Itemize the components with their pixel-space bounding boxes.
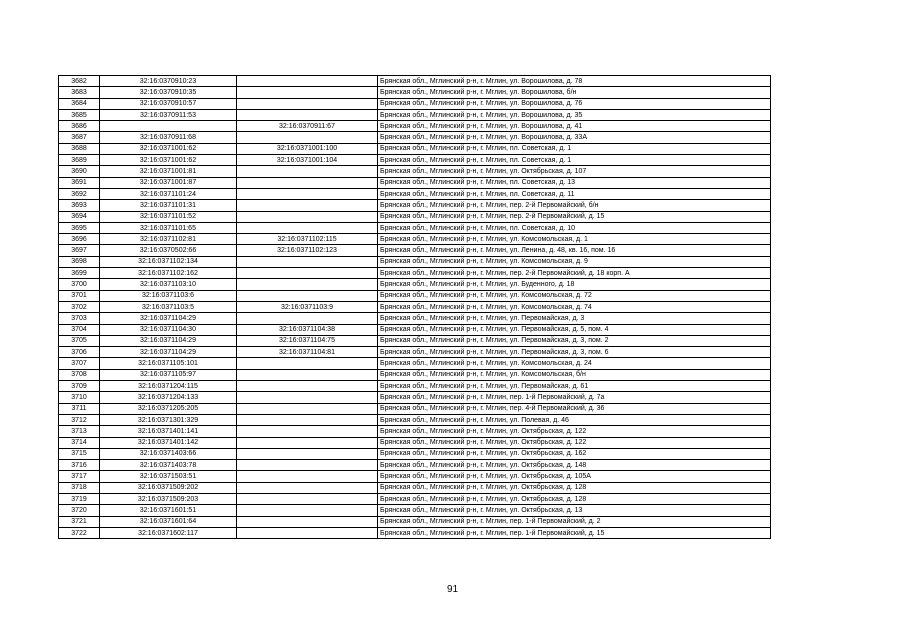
- row-number-cell: 3714: [59, 437, 100, 448]
- cadastral-number-cell: 32:16:0371001:87: [100, 177, 237, 188]
- object-cadastral-number-cell: [237, 132, 378, 143]
- object-cadastral-number-cell: 32:16:0370911:67: [237, 121, 378, 132]
- row-number-cell: 3716: [59, 460, 100, 471]
- row-number-cell: 3703: [59, 313, 100, 324]
- address-cell: Брянская обл., Мглинский р-н, г. Мглин, ул. Октябрьская, д. 128: [378, 493, 771, 504]
- row-number-cell: 3697: [59, 245, 100, 256]
- row-number-cell: 3688: [59, 143, 100, 154]
- table-row: [59, 369, 771, 380]
- table-row: [59, 347, 771, 358]
- address-cell: Брянская обл., Мглинский р-н, г. Мглин, пл. Советская, д. 13: [378, 177, 771, 188]
- address-cell: Брянская обл., Мглинский р-н, г. Мглин, ул. Октябрьская, д. 162: [378, 448, 771, 459]
- cadastral-number-cell: 32:16:0371104:30: [100, 324, 237, 335]
- object-cadastral-number-cell: [237, 381, 378, 392]
- object-cadastral-number-cell: [237, 369, 378, 380]
- table-row: [59, 324, 771, 335]
- row-number-cell: 3683: [59, 87, 100, 98]
- object-cadastral-number-cell: [237, 448, 378, 459]
- row-number-cell: 3698: [59, 256, 100, 267]
- page-number: 91: [446, 584, 459, 595]
- object-cadastral-number-cell: [237, 516, 378, 527]
- address-cell: Брянская обл., Мглинский р-н, г. Мглин, ул. Октябрьская, д. 13: [378, 505, 771, 516]
- row-number-cell: 3712: [59, 414, 100, 425]
- table-row: [59, 426, 771, 437]
- address-cell: Брянская обл., Мглинский р-н, г. Мглин, ул. Октябрьская, д. 148: [378, 460, 771, 471]
- row-number-cell: 3720: [59, 505, 100, 516]
- address-cell: Брянская обл., Мглинский р-н, г. Мглин, пл. Советская, д. 11: [378, 188, 771, 199]
- table-row: [59, 392, 771, 403]
- object-cadastral-number-cell: [237, 460, 378, 471]
- table-row: [59, 222, 771, 233]
- table-row: [59, 76, 771, 87]
- object-cadastral-number-cell: [237, 98, 378, 109]
- table-row: [59, 200, 771, 211]
- row-number-cell: 3690: [59, 166, 100, 177]
- row-number-cell: 3700: [59, 279, 100, 290]
- cadastral-number-cell: 32:16:0371101:65: [100, 222, 237, 233]
- table-row: [59, 527, 771, 538]
- address-cell: Брянская обл., Мглинский р-н, г. Мглин, ул. Комсомольская, б/н: [378, 369, 771, 380]
- row-number-cell: 3721: [59, 516, 100, 527]
- cadastral-number-cell: 32:16:0371601:64: [100, 516, 237, 527]
- address-cell: Брянская обл., Мглинский р-н, г. Мглин, ул. Ворошилова, д. 35: [378, 109, 771, 120]
- table-row: [59, 505, 771, 516]
- table-row: [59, 245, 771, 256]
- row-number-cell: 3682: [59, 76, 100, 87]
- address-cell: Брянская обл., Мглинский р-н, г. Мглин, ул. Полевая, д. 46: [378, 414, 771, 425]
- cadastral-number-cell: 32:16:0371403:78: [100, 460, 237, 471]
- object-cadastral-number-cell: [237, 222, 378, 233]
- address-cell: Брянская обл., Мглинский р-н, г. Мглин, пер. 2-й Первомайский, д. 15: [378, 211, 771, 222]
- table-row: [59, 279, 771, 290]
- cadastral-number-cell: 32:16:0371001:62: [100, 155, 237, 166]
- cadastral-number-cell: 32:16:0371103:5: [100, 301, 237, 312]
- object-cadastral-number-cell: [237, 188, 378, 199]
- object-cadastral-number-cell: 32:16:0371001:100: [237, 143, 378, 154]
- object-cadastral-number-cell: [237, 392, 378, 403]
- table-row: [59, 482, 771, 493]
- address-cell: Брянская обл., Мглинский р-н, г. Мглин, ул. Первомайская, д. 5, пом. 4: [378, 324, 771, 335]
- cadastral-number-cell: [100, 121, 237, 132]
- row-number-cell: 3686: [59, 121, 100, 132]
- cadastral-number-cell: 32:16:0370502:66: [100, 245, 237, 256]
- table-row: [59, 290, 771, 301]
- object-cadastral-number-cell: [237, 87, 378, 98]
- table-row: [59, 211, 771, 222]
- row-number-cell: 3705: [59, 335, 100, 346]
- row-number-cell: 3695: [59, 222, 100, 233]
- cadastral-number-cell: 32:16:0371102:81: [100, 234, 237, 245]
- cadastral-number-cell: 32:16:0371103:10: [100, 279, 237, 290]
- cadastral-number-cell: 32:16:0371401:142: [100, 437, 237, 448]
- address-cell: Брянская обл., Мглинский р-н, г. Мглин, пл. Советская, д. 10: [378, 222, 771, 233]
- object-cadastral-number-cell: [237, 426, 378, 437]
- row-number-cell: 3692: [59, 188, 100, 199]
- object-cadastral-number-cell: 32:16:0371102:115: [237, 234, 378, 245]
- object-cadastral-number-cell: [237, 279, 378, 290]
- table-row: [59, 177, 771, 188]
- object-cadastral-number-cell: [237, 200, 378, 211]
- cadastral-number-cell: 32:16:0371104:29: [100, 335, 237, 346]
- object-cadastral-number-cell: [237, 268, 378, 279]
- table-row: [59, 87, 771, 98]
- table-row: [59, 166, 771, 177]
- cadastral-number-cell: 32:16:0371102:162: [100, 268, 237, 279]
- address-cell: Брянская обл., Мглинский р-н, г. Мглин, ул. Комсомольская, д. 72: [378, 290, 771, 301]
- table-row: [59, 381, 771, 392]
- address-cell: Брянская обл., Мглинский р-н, г. Мглин, пл. Советская, д. 1: [378, 143, 771, 154]
- address-cell: Брянская обл., Мглинский р-н, г. Мглин, ул. Ленина, д. 48, кв. 16, пом. 16: [378, 245, 771, 256]
- address-cell: Брянская обл., Мглинский р-н, г. Мглин, ул. Ворошилова, б/н: [378, 87, 771, 98]
- cadastral-number-cell: 32:16:0371001:62: [100, 143, 237, 154]
- table-row: [59, 268, 771, 279]
- cadastral-number-cell: 32:16:0371204:133: [100, 392, 237, 403]
- address-cell: Брянская обл., Мглинский р-н, г. Мглин, ул. Первомайская, д. 61: [378, 381, 771, 392]
- cadastral-number-cell: 32:16:0371105:97: [100, 369, 237, 380]
- object-cadastral-number-cell: [237, 76, 378, 87]
- table-row: [59, 493, 771, 504]
- object-cadastral-number-cell: 32:16:0371103:9: [237, 301, 378, 312]
- object-cadastral-number-cell: [237, 437, 378, 448]
- row-number-cell: 3694: [59, 211, 100, 222]
- row-number-cell: 3715: [59, 448, 100, 459]
- row-number-cell: 3722: [59, 527, 100, 538]
- cadastral-number-cell: 32:16:0370911:53: [100, 109, 237, 120]
- object-cadastral-number-cell: 32:16:0371104:75: [237, 335, 378, 346]
- row-number-cell: 3713: [59, 426, 100, 437]
- cadastral-number-cell: 32:16:0370910:57: [100, 98, 237, 109]
- object-cadastral-number-cell: [237, 358, 378, 369]
- row-number-cell: 3701: [59, 290, 100, 301]
- table-row: [59, 358, 771, 369]
- row-number-cell: 3707: [59, 358, 100, 369]
- cadastral-number-cell: 32:16:0371205:205: [100, 403, 237, 414]
- table-row: [59, 109, 771, 120]
- table-row: [59, 448, 771, 459]
- row-number-cell: 3693: [59, 200, 100, 211]
- row-number-cell: 3717: [59, 471, 100, 482]
- cadastral-number-cell: 32:16:0371104:29: [100, 347, 237, 358]
- address-cell: Брянская обл., Мглинский р-н, г. Мглин, пер. 4-й Первомайский, д. 36: [378, 403, 771, 414]
- cadastral-number-cell: 32:16:0371602:117: [100, 527, 237, 538]
- cadastral-number-cell: 32:16:0371509:203: [100, 493, 237, 504]
- cadastral-number-cell: 32:16:0371103:6: [100, 290, 237, 301]
- address-cell: Брянская обл., Мглинский р-н, г. Мглин, ул. Октябрьская, д. 105А: [378, 471, 771, 482]
- cadastral-number-cell: 32:16:0371101:31: [100, 200, 237, 211]
- row-number-cell: 3702: [59, 301, 100, 312]
- address-cell: Брянская обл., Мглинский р-н, г. Мглин, ул. Комсомольская, д. 1: [378, 234, 771, 245]
- address-cell: Брянская обл., Мглинский р-н, г. Мглин, пер. 2-й Первомайский, д. 18 корп. А: [378, 268, 771, 279]
- table-row: [59, 403, 771, 414]
- registry-table: [58, 75, 771, 539]
- address-cell: Брянская обл., Мглинский р-н, г. Мглин, пл. Советская, д. 1: [378, 155, 771, 166]
- address-cell: Брянская обл., Мглинский р-н, г. Мглин, ул. Комсомольская, д. 74: [378, 301, 771, 312]
- table-row: [59, 516, 771, 527]
- cadastral-number-cell: 32:16:0370911:68: [100, 132, 237, 143]
- address-cell: Брянская обл., Мглинский р-н, г. Мглин, ул. Первомайская, д. 3: [378, 313, 771, 324]
- address-cell: Брянская обл., Мглинский р-н, г. Мглин, ул. Ворошилова, д. 76: [378, 98, 771, 109]
- row-number-cell: 3710: [59, 392, 100, 403]
- row-number-cell: 3709: [59, 381, 100, 392]
- table-row: [59, 132, 771, 143]
- cadastral-number-cell: 32:16:0371001:81: [100, 166, 237, 177]
- table-row: [59, 143, 771, 154]
- cadastral-number-cell: 32:16:0371403:66: [100, 448, 237, 459]
- address-cell: Брянская обл., Мглинский р-н, г. Мглин, ул. Ворошилова, д. 33А: [378, 132, 771, 143]
- table-row: [59, 188, 771, 199]
- object-cadastral-number-cell: [237, 527, 378, 538]
- address-cell: Брянская обл., Мглинский р-н, г. Мглин, ул. Ворошилова, д. 78: [378, 76, 771, 87]
- row-number-cell: 3685: [59, 109, 100, 120]
- address-cell: Брянская обл., Мглинский р-н, г. Мглин, ул. Ворошилова, д. 41: [378, 121, 771, 132]
- table-row: [59, 460, 771, 471]
- address-cell: Брянская обл., Мглинский р-н, г. Мглин, ул. Октябрьская, д. 128: [378, 482, 771, 493]
- address-cell: Брянская обл., Мглинский р-н, г. Мглин, ул. Октябрьская, д. 122: [378, 426, 771, 437]
- object-cadastral-number-cell: [237, 211, 378, 222]
- cadastral-number-cell: 32:16:0370910:35: [100, 87, 237, 98]
- table-row: [59, 301, 771, 312]
- cadastral-number-cell: 32:16:0371101:24: [100, 188, 237, 199]
- table-row: [59, 313, 771, 324]
- object-cadastral-number-cell: 32:16:0371104:81: [237, 347, 378, 358]
- cadastral-number-cell: 32:16:0371509:202: [100, 482, 237, 493]
- address-cell: Брянская обл., Мглинский р-н, г. Мглин, ул. Первомайская, д. 3, пом. 6: [378, 347, 771, 358]
- row-number-cell: 3708: [59, 369, 100, 380]
- cadastral-number-cell: 32:16:0371601:51: [100, 505, 237, 516]
- object-cadastral-number-cell: [237, 414, 378, 425]
- address-cell: Брянская обл., Мглинский р-н, г. Мглин, ул. Октябрьская, д. 107: [378, 166, 771, 177]
- cadastral-number-cell: 32:16:0371204:115: [100, 381, 237, 392]
- row-number-cell: 3704: [59, 324, 100, 335]
- row-number-cell: 3696: [59, 234, 100, 245]
- row-number-cell: 3719: [59, 493, 100, 504]
- cadastral-number-cell: 32:16:0371104:29: [100, 313, 237, 324]
- table-row: [59, 335, 771, 346]
- address-cell: Брянская обл., Мглинский р-н, г. Мглин, пер. 1-й Первомайский, д. 2: [378, 516, 771, 527]
- row-number-cell: 3689: [59, 155, 100, 166]
- row-number-cell: 3718: [59, 482, 100, 493]
- object-cadastral-number-cell: 32:16:0371104:38: [237, 324, 378, 335]
- object-cadastral-number-cell: 32:16:0371001:104: [237, 155, 378, 166]
- cadastral-number-cell: 32:16:0371401:141: [100, 426, 237, 437]
- object-cadastral-number-cell: [237, 313, 378, 324]
- object-cadastral-number-cell: [237, 109, 378, 120]
- object-cadastral-number-cell: [237, 471, 378, 482]
- registry-table-body: [59, 76, 771, 539]
- address-cell: Брянская обл., Мглинский р-н, г. Мглин, пер. 1-й Первомайский, д. 7а: [378, 392, 771, 403]
- cadastral-number-cell: 32:16:0371503:51: [100, 471, 237, 482]
- address-cell: Брянская обл., Мглинский р-н, г. Мглин, пер. 1-й Первомайский, д. 15: [378, 527, 771, 538]
- object-cadastral-number-cell: 32:16:0371102:123: [237, 245, 378, 256]
- cadastral-number-cell: 32:16:0371101:52: [100, 211, 237, 222]
- table-row: [59, 437, 771, 448]
- object-cadastral-number-cell: [237, 290, 378, 301]
- cadastral-number-cell: 32:16:0371105:101: [100, 358, 237, 369]
- object-cadastral-number-cell: [237, 177, 378, 188]
- table-row: [59, 121, 771, 132]
- address-cell: Брянская обл., Мглинский р-н, г. Мглин, ул. Октябрьская, д. 122: [378, 437, 771, 448]
- address-cell: Брянская обл., Мглинский р-н, г. Мглин, пер. 2-й Первомайский, б/н: [378, 200, 771, 211]
- table-row: [59, 414, 771, 425]
- row-number-cell: 3687: [59, 132, 100, 143]
- row-number-cell: 3706: [59, 347, 100, 358]
- table-row: [59, 155, 771, 166]
- row-number-cell: 3699: [59, 268, 100, 279]
- address-cell: Брянская обл., Мглинский р-н, г. Мглин, ул. Комсомольская, д. 24: [378, 358, 771, 369]
- cadastral-number-cell: 32:16:0371301:329: [100, 414, 237, 425]
- object-cadastral-number-cell: [237, 166, 378, 177]
- table-row: [59, 256, 771, 267]
- row-number-cell: 3711: [59, 403, 100, 414]
- address-cell: Брянская обл., Мглинский р-н, г. Мглин, ул. Буденного, д. 18: [378, 279, 771, 290]
- row-number-cell: 3691: [59, 177, 100, 188]
- object-cadastral-number-cell: [237, 505, 378, 516]
- address-cell: Брянская обл., Мглинский р-н, г. Мглин, ул. Первомайская, д. 3, пом. 2: [378, 335, 771, 346]
- object-cadastral-number-cell: [237, 482, 378, 493]
- address-cell: Брянская обл., Мглинский р-н, г. Мглин, ул. Комсомольская, д. 9: [378, 256, 771, 267]
- row-number-cell: 3684: [59, 98, 100, 109]
- cadastral-number-cell: 32:16:0371102:134: [100, 256, 237, 267]
- object-cadastral-number-cell: [237, 493, 378, 504]
- object-cadastral-number-cell: [237, 403, 378, 414]
- object-cadastral-number-cell: [237, 256, 378, 267]
- table-row: [59, 98, 771, 109]
- cadastral-number-cell: 32:16:0370910:23: [100, 76, 237, 87]
- table-row: [59, 471, 771, 482]
- table-row: [59, 234, 771, 245]
